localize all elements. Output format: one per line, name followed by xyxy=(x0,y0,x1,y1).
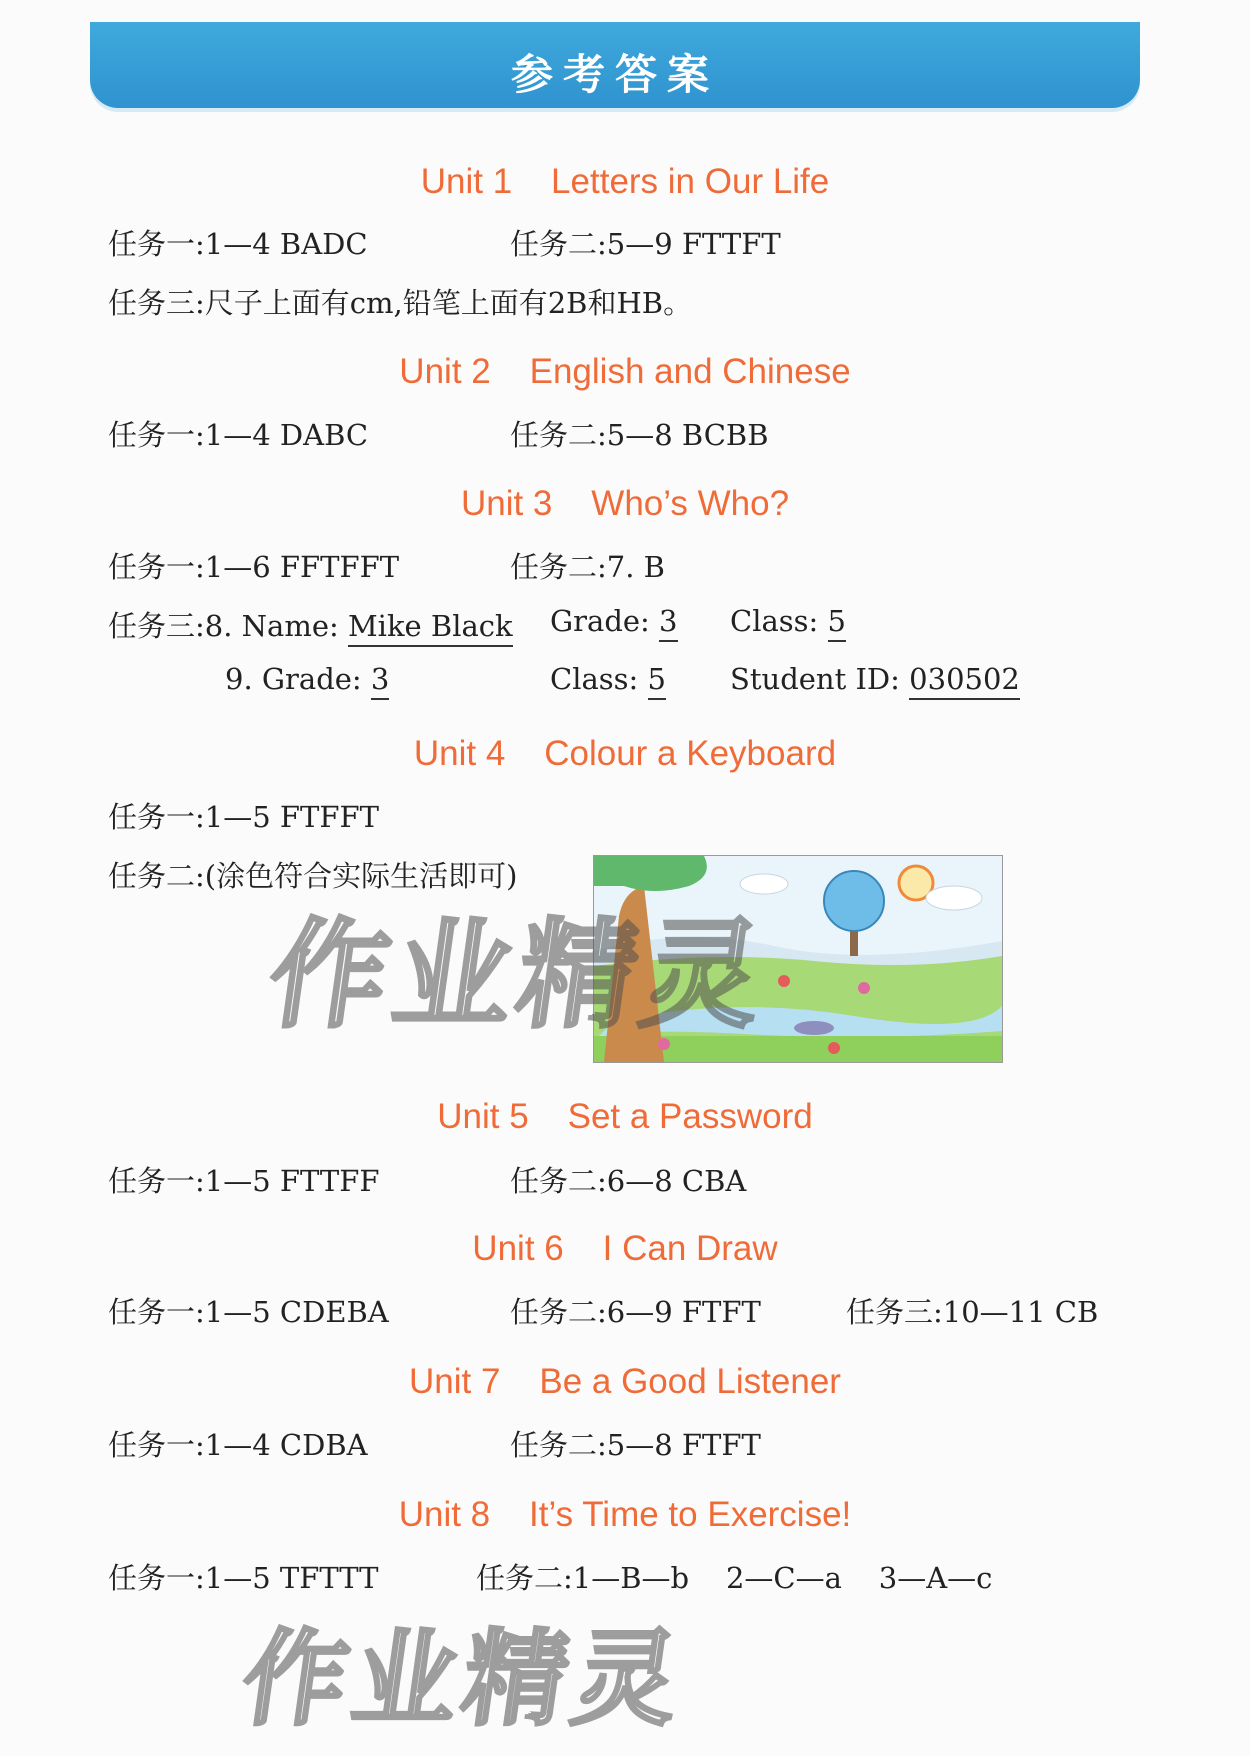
unit-1-task-1: 任务一:1—4 BADC xyxy=(108,227,368,261)
unit-6-task-1: 任务一:1—5 CDEBA xyxy=(108,1295,389,1329)
grade-field-8 xyxy=(550,604,678,638)
unit-8-task-2: 任务二:1—B—b 2—C—a 3—A—c xyxy=(476,1561,993,1595)
unit-2-heading: Unit 2 English and Chinese xyxy=(399,352,851,391)
unit-4-task-2: 任务二:(涂色符合实际生活即可) xyxy=(108,859,518,893)
unit-8-task-1: 任务一:1—5 TFTTT xyxy=(108,1561,379,1595)
class-label: Class: xyxy=(730,604,828,638)
unit-2-task-2: 任务二:5—8 BCBB xyxy=(510,418,769,452)
unit-8-heading: Unit 8 It’s Time to Exercise! xyxy=(398,1495,852,1534)
class-answer-9: 5 xyxy=(648,662,666,700)
student-id-field xyxy=(730,662,1020,696)
unit-1-task-2: 任务二:5—9 FTTFT xyxy=(510,227,781,261)
class-field-9 xyxy=(550,662,666,696)
class-answer: 5 xyxy=(828,604,846,642)
unit-4-task-1: 任务一:1—5 FTFFT xyxy=(108,800,379,834)
unit-6-heading: Unit 6 I Can Draw xyxy=(472,1229,778,1268)
unit-5-task-1: 任务一:1—5 FTTFF xyxy=(108,1164,380,1198)
grade-answer: 3 xyxy=(659,604,677,642)
class-label-9: Class: xyxy=(550,662,648,696)
unit-2-task-1: 任务一:1—4 DABC xyxy=(108,418,369,452)
name-answer: Mike Black xyxy=(348,609,513,647)
header-banner xyxy=(90,22,1140,108)
unit-5-heading: Unit 5 Set a Password xyxy=(437,1097,813,1136)
unit-1-task-3: 任务三:尺子上面有cm,铅笔上面有2B和HB。 xyxy=(108,286,693,320)
task-3-item-8-label: 任务三:8. Name: xyxy=(108,609,348,643)
student-id-answer: 030502 xyxy=(909,662,1020,700)
class-field-8 xyxy=(730,604,846,638)
page-title: 参考答案 xyxy=(510,50,719,99)
unit-3-heading: Unit 3 Who’s Who? xyxy=(460,484,790,523)
unit-3-task-2: 任务二:7. B xyxy=(510,550,665,584)
student-id-label: Student ID: xyxy=(730,662,910,696)
item-9-grade-label: 9. Grade: xyxy=(225,662,371,696)
watermark-lower: 作业精灵 xyxy=(235,1618,693,1740)
watermark-upper: 作业精灵 xyxy=(260,906,777,1044)
unit-6-task-3: 任务三:10—11 CB xyxy=(846,1295,1099,1329)
unit-6-task-2: 任务二:6—9 FTFT xyxy=(510,1295,761,1329)
grade-field-9 xyxy=(225,662,389,696)
unit-4-heading: Unit 4 Colour a Keyboard xyxy=(413,734,837,773)
grade-answer-9: 3 xyxy=(371,662,389,700)
unit-7-task-2: 任务二:5—8 FTFT xyxy=(510,1428,761,1462)
unit-7-task-1: 任务一:1—4 CDBA xyxy=(108,1428,368,1462)
unit-1-heading: Unit 1 Letters in Our Life xyxy=(420,162,830,201)
unit-3-task-1: 任务一:1—6 FFTFFT xyxy=(108,550,400,584)
unit-3-task-3-row-8 xyxy=(108,604,513,645)
grade-label: Grade: xyxy=(550,604,660,638)
unit-7-heading: Unit 7 Be a Good Listener xyxy=(409,1362,841,1401)
unit-5-task-2: 任务二:6—8 CBA xyxy=(510,1164,747,1198)
